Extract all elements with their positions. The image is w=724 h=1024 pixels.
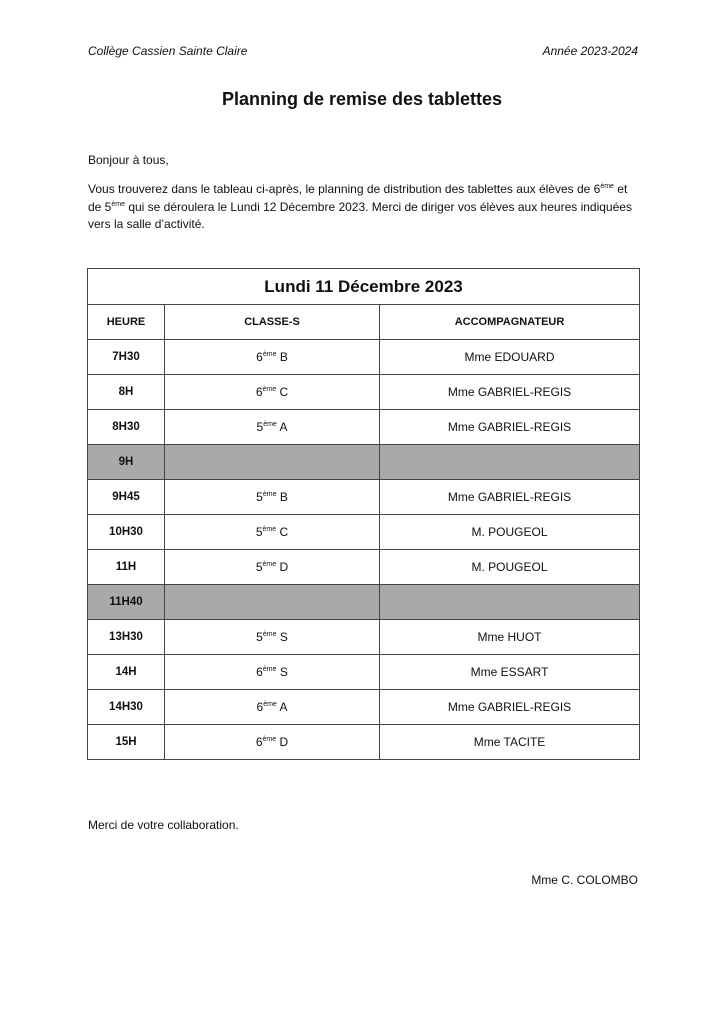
- cell-companion: Mme HUOT: [380, 620, 640, 655]
- class-level: 5: [256, 490, 263, 504]
- cell-companion: Mme TACITE: [380, 725, 640, 760]
- class-group: C: [276, 385, 289, 399]
- cell-companion: Mme GABRIEL-REGIS: [380, 375, 640, 410]
- cell-time: 9H: [88, 445, 165, 480]
- class-group: S: [276, 665, 288, 679]
- cell-companion: Mme GABRIEL-REGIS: [380, 690, 640, 725]
- cell-time: 11H40: [88, 585, 165, 620]
- school-name: Collège Cassien Sainte Claire: [88, 44, 248, 58]
- class-group: B: [276, 350, 288, 364]
- greeting: Bonjour à tous,: [88, 153, 169, 167]
- table-row: [88, 410, 640, 445]
- intro-text-3: qui se déroulera le Lundi 12 Décembre 2023. Merci de diriger vos élèves aux heures indiquées vers la salle d’activité.: [88, 199, 632, 231]
- class-level: 6: [255, 385, 263, 399]
- cell-class: [165, 690, 380, 725]
- table-row: [88, 655, 640, 690]
- class-group: D: [276, 735, 289, 749]
- cell-class: [165, 620, 380, 655]
- class-level-sup: ème: [263, 421, 277, 428]
- cell-companion: Mme GABRIEL-REGIS: [380, 410, 640, 445]
- class-level-sup: ème: [262, 666, 277, 673]
- table-row: [88, 445, 640, 480]
- class-group: C: [276, 525, 289, 539]
- cell-time: 15H: [88, 725, 165, 760]
- cell-companion: Mme ESSART: [380, 655, 640, 690]
- class-level-sup: ème: [263, 701, 277, 708]
- header-companion: ACCOMPAGNATEUR: [380, 305, 640, 340]
- class-level-sup: ème: [262, 386, 277, 393]
- class-group: B: [276, 490, 288, 504]
- intro-paragraph: [88, 181, 640, 234]
- table-day-title: Lundi 11 Décembre 2023: [88, 269, 640, 305]
- cell-time: 13H30: [88, 620, 165, 655]
- table-header-row: [88, 305, 640, 340]
- class-level: 6: [255, 735, 263, 749]
- table-row: [88, 340, 640, 375]
- intro-text-2: et de 5: [88, 182, 628, 214]
- class-level-sup: ème: [262, 491, 277, 498]
- schedule-table: [87, 268, 640, 760]
- cell-class: [165, 655, 380, 690]
- class-group: A: [276, 420, 288, 434]
- cell-companion: M. POUGEOL: [380, 515, 640, 550]
- class-level-sup: ème: [262, 736, 277, 743]
- table-row: [88, 550, 640, 585]
- class-level-sup: ème: [262, 631, 277, 638]
- table-row: [88, 515, 640, 550]
- intro-sup-1: ème: [600, 183, 614, 190]
- cell-time: 11H: [88, 550, 165, 585]
- cell-time: 14H: [88, 655, 165, 690]
- class-level-sup: ème: [262, 351, 277, 358]
- cell-time: 8H: [88, 375, 165, 410]
- header-time: HEURE: [88, 305, 165, 340]
- class-group: A: [276, 700, 288, 714]
- header-class: CLASSE-S: [165, 305, 380, 340]
- cell-class: [165, 550, 380, 585]
- cell-time: 7H30: [88, 340, 165, 375]
- class-level: 5: [255, 525, 263, 539]
- cell-companion: M. POUGEOL: [380, 550, 640, 585]
- intro-text-1: Vous trouverez dans le tableau ci-après, le planning de distribution des tablettes aux élèves de 6: [88, 182, 601, 196]
- cell-companion: Mme GABRIEL-REGIS: [380, 480, 640, 515]
- cell-companion: Mme EDOUARD: [380, 340, 640, 375]
- page-title: Planning de remise des tablettes: [221, 89, 503, 109]
- cell-class: [165, 375, 380, 410]
- intro-sup-2: ème: [111, 200, 125, 208]
- signature: Mme C. COLOMBO: [531, 873, 638, 887]
- cell-companion: [380, 445, 640, 480]
- cell-time: 10H30: [88, 515, 165, 550]
- class-level-sup: ème: [262, 561, 277, 568]
- cell-class: [165, 410, 380, 445]
- class-level: 5: [256, 630, 263, 644]
- cell-time: 8H30: [88, 410, 165, 445]
- cell-class: [165, 445, 380, 480]
- table-row: [88, 480, 640, 515]
- cell-time: 14H30: [88, 690, 165, 725]
- class-level: 6: [256, 350, 263, 364]
- table-title-row: [88, 269, 640, 305]
- cell-class: [165, 480, 380, 515]
- cell-class: [165, 585, 380, 620]
- table-row: [88, 585, 640, 620]
- cell-class: [165, 340, 380, 375]
- cell-class: [165, 725, 380, 760]
- cell-class: [165, 515, 380, 550]
- cell-time: 9H45: [88, 480, 165, 515]
- class-level: 6: [256, 665, 263, 679]
- class-level: 5: [256, 420, 264, 434]
- table-row: [88, 690, 640, 725]
- class-group: S: [276, 630, 288, 644]
- closing-text: Merci de votre collaboration.: [88, 818, 239, 832]
- school-year: Année 2023-2024: [542, 44, 638, 58]
- table-row: [88, 620, 640, 655]
- cell-companion: [380, 585, 640, 620]
- class-level: 5: [255, 560, 263, 574]
- class-level: 6: [256, 700, 264, 714]
- table-row: [88, 375, 640, 410]
- class-group: D: [276, 560, 289, 574]
- class-level-sup: ème: [262, 526, 277, 533]
- table-row: [88, 725, 640, 760]
